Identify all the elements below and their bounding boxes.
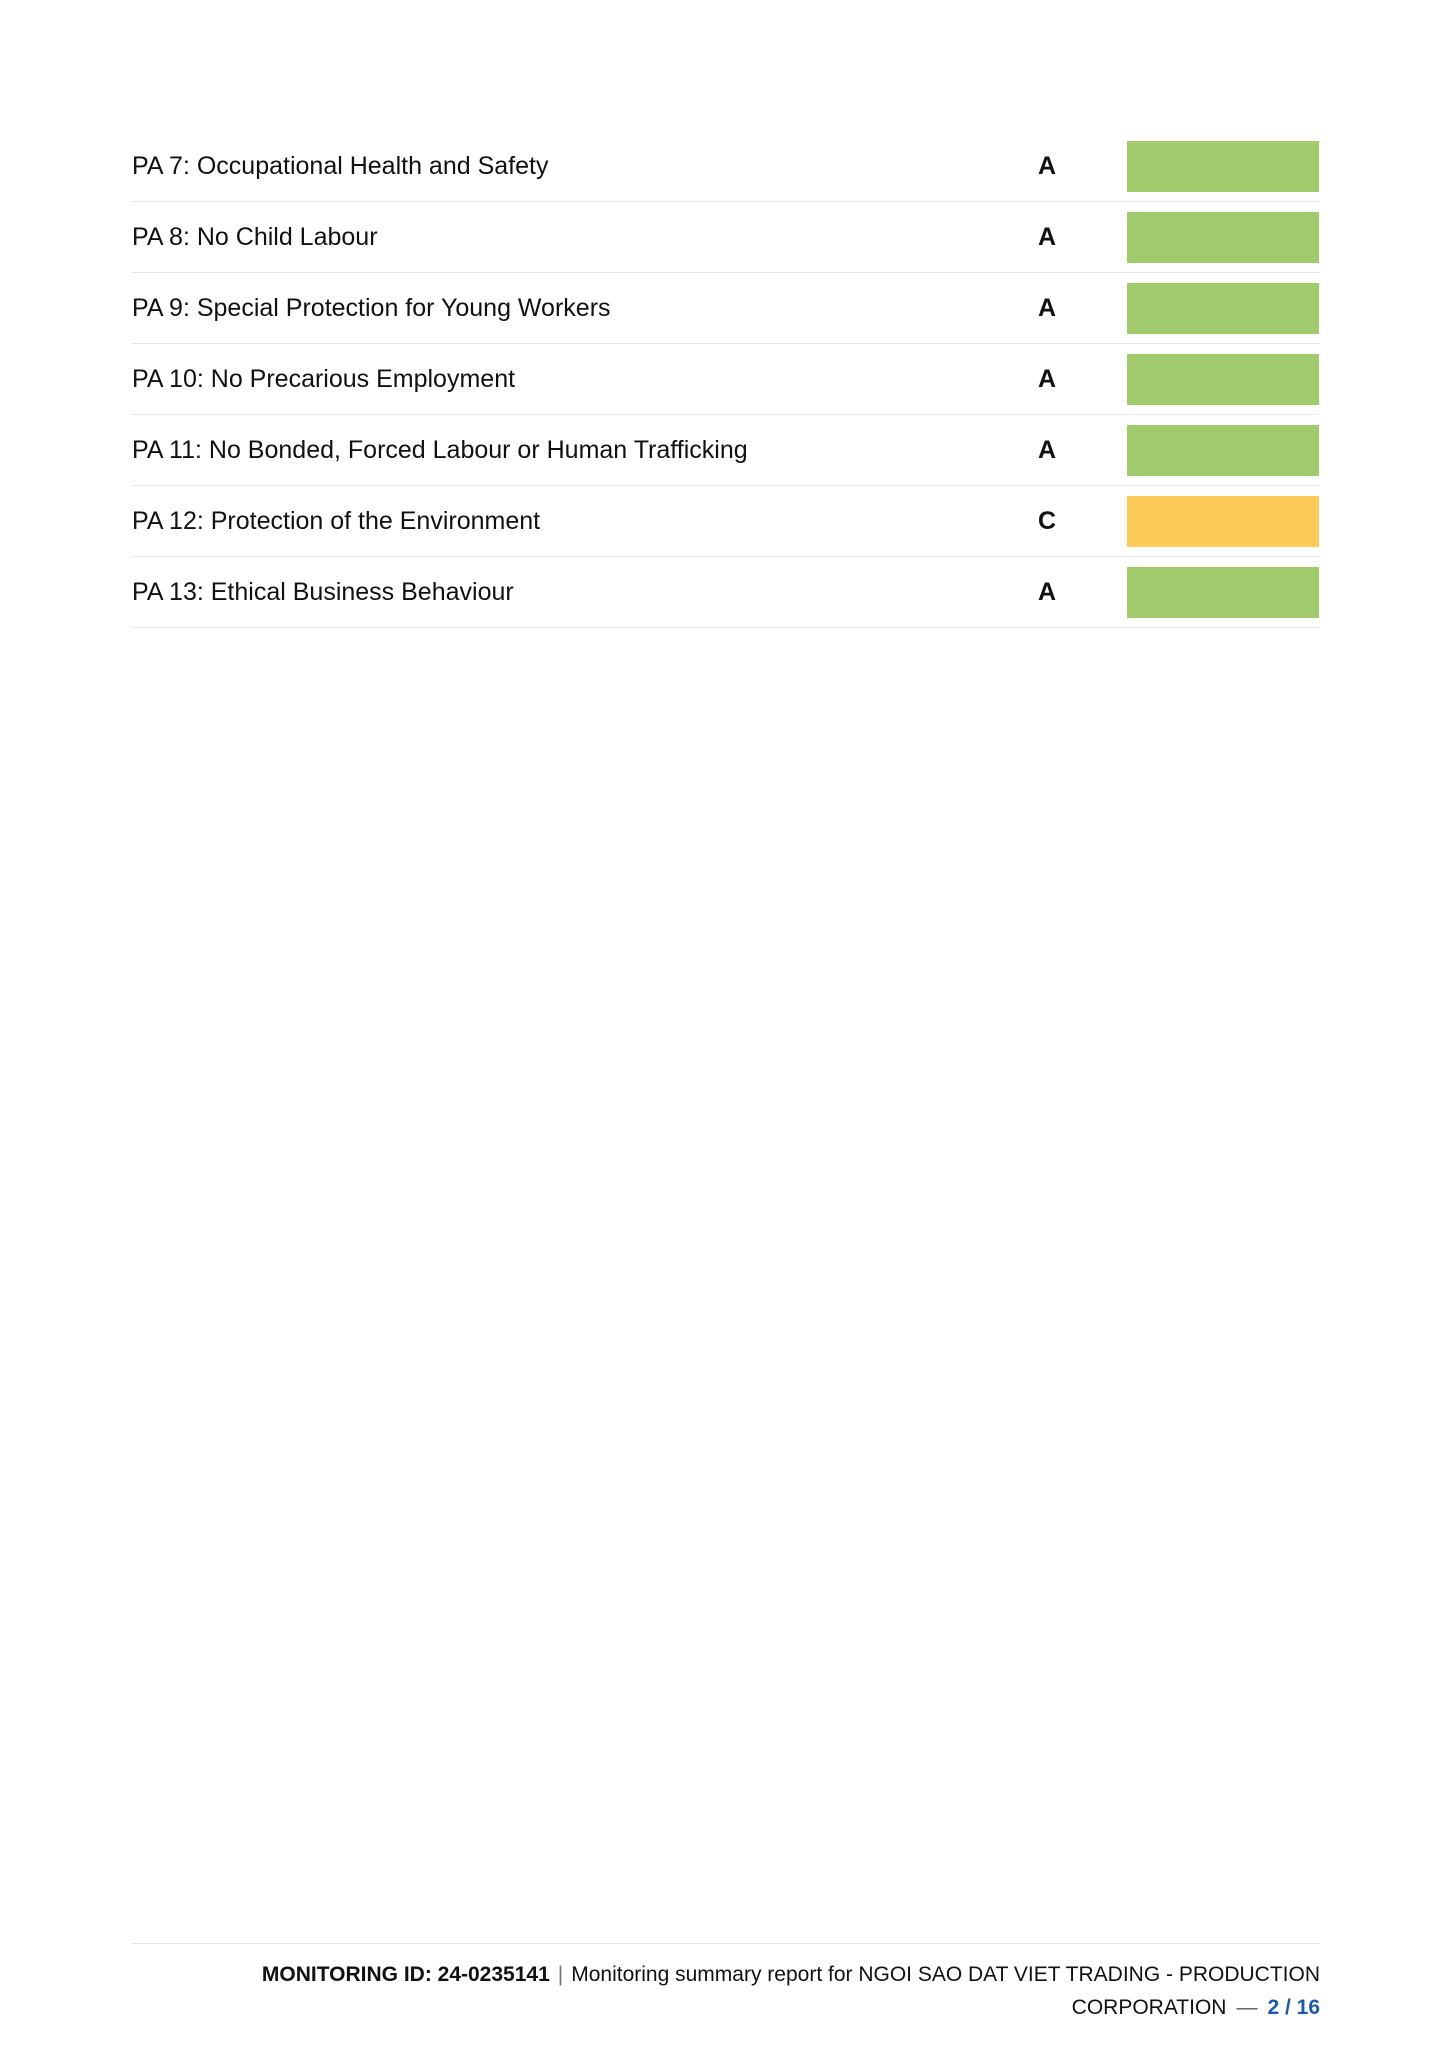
performance-area-label: PA 11: No Bonded, Forced Labour or Human Trafficking bbox=[132, 436, 748, 464]
monitoring-id: MONITORING ID: 24-0235141 bbox=[261, 1963, 550, 1986]
rating-grade: A bbox=[1037, 152, 1057, 180]
table-row bbox=[132, 415, 1320, 486]
page-footer bbox=[132, 1943, 1320, 2019]
footer-dash: — bbox=[1236, 1996, 1258, 2019]
rating-grade: A bbox=[1037, 223, 1057, 251]
performance-area-label: PA 9: Special Protection for Young Workers bbox=[132, 294, 611, 322]
table-row bbox=[132, 202, 1320, 273]
performance-area-label: PA 10: No Precarious Employment bbox=[132, 365, 516, 393]
page-number: 2 / 16 bbox=[1267, 1996, 1320, 2019]
table-row bbox=[132, 273, 1320, 344]
footer-separator: | bbox=[557, 1963, 564, 1986]
rating-color-swatch bbox=[1127, 425, 1319, 476]
rating-color-swatch bbox=[1127, 354, 1319, 405]
rating-grade: A bbox=[1037, 365, 1057, 393]
rating-color-swatch bbox=[1127, 567, 1319, 618]
rating-color-swatch bbox=[1127, 496, 1319, 547]
table-row bbox=[132, 486, 1320, 557]
performance-area-label: PA 8: No Child Labour bbox=[132, 223, 378, 251]
rating-grade: C bbox=[1037, 507, 1057, 535]
performance-area-label: PA 13: Ethical Business Behaviour bbox=[132, 578, 514, 606]
report-title: Monitoring summary report for NGOI SAO DAT VIET TRADING - PRODUCTION bbox=[571, 1963, 1320, 1986]
rating-color-swatch bbox=[1127, 212, 1319, 263]
rating-color-swatch bbox=[1127, 283, 1319, 334]
report-title-continued: CORPORATION bbox=[1071, 1996, 1227, 2019]
table-row bbox=[132, 344, 1320, 415]
rating-grade: A bbox=[1037, 436, 1057, 464]
performance-area-label: PA 12: Protection of the Environment bbox=[132, 507, 541, 535]
rating-grade: A bbox=[1037, 578, 1057, 606]
footer-text bbox=[132, 1958, 1320, 2024]
footer-line-2 bbox=[132, 1991, 1320, 2024]
table-row bbox=[132, 557, 1320, 628]
rating-grade: A bbox=[1037, 294, 1057, 322]
table-row bbox=[132, 131, 1320, 202]
performance-area-label: PA 7: Occupational Health and Safety bbox=[132, 152, 549, 180]
performance-area-table bbox=[132, 131, 1320, 628]
footer-line-1 bbox=[132, 1958, 1320, 1991]
rating-color-swatch bbox=[1127, 141, 1319, 192]
